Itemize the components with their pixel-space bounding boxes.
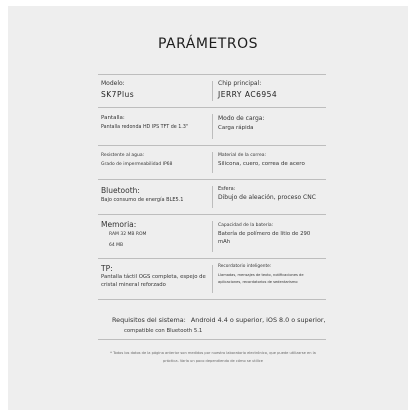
spec-value: SK7Plus — [101, 90, 135, 99]
column-divider — [212, 81, 213, 101]
spec-label: TP: — [101, 264, 113, 273]
column-divider — [212, 186, 213, 208]
spec-row-memory — [98, 214, 326, 258]
spec-value: Llamadas, mensajes de texto, notificaciones de aplicaciones, recordatorios de sedentarismo — [218, 273, 304, 284]
column-divider — [212, 221, 213, 252]
spec-row-model — [98, 74, 326, 107]
spec-value: Dibujo de aleación, proceso CNC — [218, 194, 316, 201]
spec-cell-display — [98, 108, 212, 145]
spec-cell-dial — [216, 180, 328, 214]
column-divider — [212, 152, 213, 173]
spec-row-water — [98, 145, 326, 179]
spec-label: Modelo: — [101, 80, 125, 87]
spec-value: RAM 32 MB ROM — [109, 232, 147, 237]
spec-value-extra: compatible con Bluetooth 5.1 — [124, 328, 203, 334]
spec-value: Pantalla táctil OGS completa, espejo de cristal mineral reforzado — [101, 274, 206, 288]
column-divider — [212, 114, 213, 139]
spec-value: Silicona, cuero, correa de acero — [218, 161, 305, 167]
spec-value: Grado de impermeabilidad IP68 — [101, 162, 173, 167]
spec-value: Carga rápida — [218, 125, 254, 131]
spec-cell-bluetooth — [98, 180, 212, 214]
spec-cell-strap — [216, 146, 328, 179]
spec-value: Pantalla redonda HD IPS TFT de 1.3" — [101, 125, 189, 130]
spec-cell-reminder — [216, 259, 328, 299]
spec-value: JERRY AC6954 — [218, 90, 278, 99]
spec-row-display — [98, 107, 326, 145]
spec-row-touch — [98, 258, 326, 299]
spec-row-bluetooth — [98, 179, 326, 214]
spec-label: Resistente al agua: — [101, 153, 145, 158]
spec-cell-model — [98, 75, 212, 107]
spec-label: Modo de carga: — [218, 115, 265, 122]
spec-cell-battery — [216, 215, 328, 258]
spec-cell-water — [98, 146, 212, 179]
spec-value: Batería de polímero de litio de 290 mAh — [218, 231, 311, 245]
spec-label: Chip principal: — [218, 80, 262, 87]
spec-label: Esfera: — [218, 186, 236, 192]
spec-label: Capacidad de la batería: — [218, 223, 274, 228]
spec-label: Recordatorio inteligente: — [218, 264, 272, 269]
spec-table — [98, 74, 326, 340]
page-title: PARÁMETROS — [158, 36, 258, 52]
spec-label: Bluetooth: — [101, 186, 140, 195]
spec-cell-memory — [98, 215, 212, 258]
spec-label: Material de la correa: — [218, 153, 266, 158]
spec-label: Memoria: — [101, 220, 137, 229]
spec-value-extra: 64 MB — [109, 243, 124, 248]
spec-row-system — [98, 299, 326, 340]
spec-cell-system — [112, 300, 326, 339]
footnote: * Todos los datos de la página anterior son medidos por nuestro laboratorio electrónico, que puede utilizarse en la práctica. Varía un poco dependiendo de cómo se utilice — [110, 351, 316, 363]
spec-value: Android 4.4 o superior, iOS 8.0 o superior, — [190, 316, 326, 324]
spec-cell-charging — [216, 108, 328, 145]
spec-cell-touch — [98, 259, 212, 299]
spec-label: Requisitos del sistema: — [112, 316, 186, 324]
spec-label: Pantalla: — [101, 115, 125, 121]
spec-cell-chip — [216, 75, 328, 107]
spec-value: Bajo consumo de energía BLE5.1 — [101, 197, 184, 203]
